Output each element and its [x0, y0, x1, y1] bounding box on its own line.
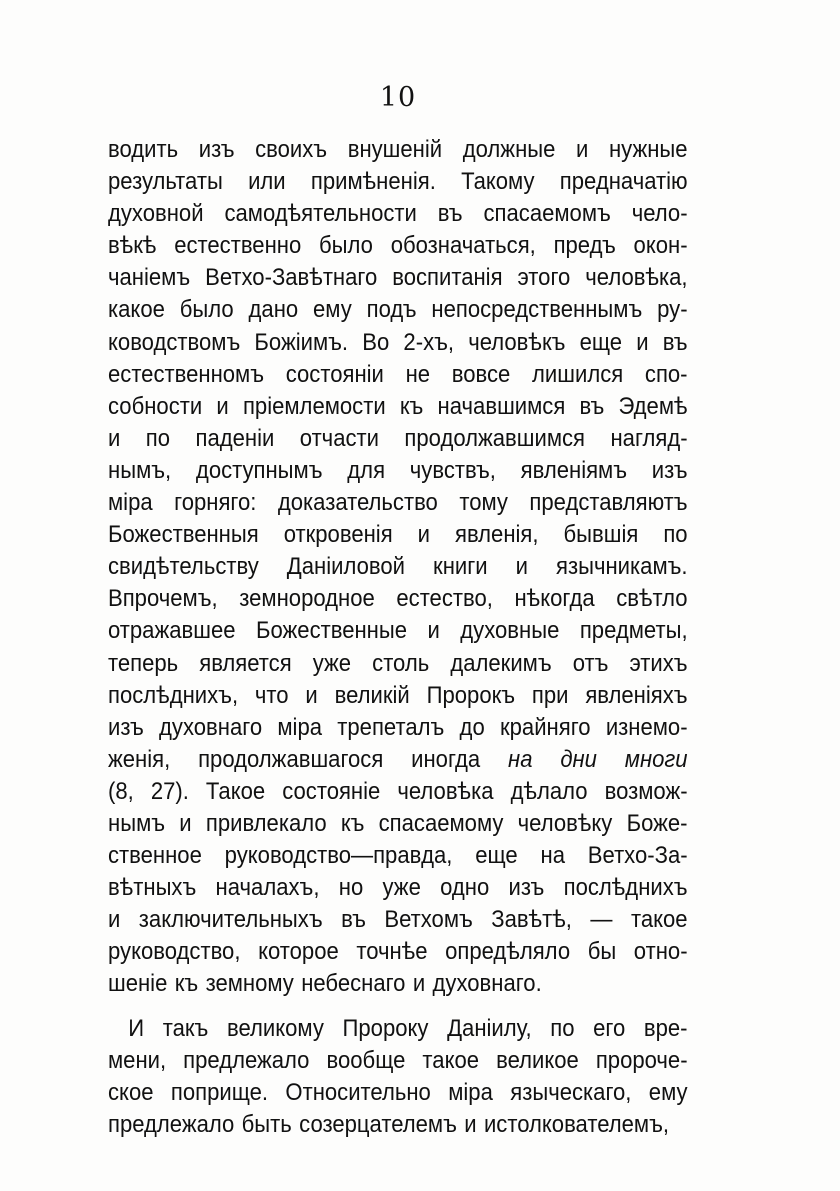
word: представляютъ: [529, 489, 688, 517]
word: уже: [382, 874, 421, 902]
word: человѣку: [517, 809, 613, 837]
word: Завѣтѣ,: [491, 906, 572, 934]
word: что: [254, 681, 289, 709]
word: въ: [579, 392, 605, 420]
word: по: [550, 1014, 575, 1042]
word: И: [128, 1014, 145, 1042]
word: и: [576, 136, 589, 163]
word: бы: [587, 938, 617, 966]
text-line: [108, 648, 688, 680]
word: истолкователемъ,: [483, 1110, 670, 1138]
word: еще: [475, 842, 518, 870]
word: трепеталъ: [337, 713, 445, 741]
word: продолжавшагося: [198, 745, 384, 773]
word: является: [199, 649, 292, 677]
word: подъ: [366, 296, 417, 324]
word: явленіямъ: [520, 456, 628, 484]
word: непосредственнымъ: [431, 296, 643, 324]
word: иногда: [411, 745, 481, 773]
word: паденіи: [195, 424, 275, 452]
text-line: [108, 391, 688, 423]
word: руководство,: [108, 938, 241, 966]
word: должные: [462, 136, 556, 163]
word: Впрочемъ,: [108, 585, 218, 613]
word: результаты: [108, 168, 223, 196]
text-line: [108, 423, 688, 455]
paragraph-gap: [108, 1001, 688, 1013]
word: нымъ: [108, 809, 166, 837]
word: такое: [630, 906, 688, 934]
word: Во: [362, 328, 390, 356]
word: и: [179, 809, 192, 837]
word: водить: [108, 136, 179, 163]
text-line: [108, 134, 688, 166]
word: такое: [422, 1046, 480, 1074]
word: теперь: [108, 649, 179, 677]
text-line: [108, 359, 688, 391]
word: пророче-: [595, 1046, 688, 1074]
word: воспитанія: [392, 264, 503, 292]
word: и: [427, 617, 440, 645]
text-line: [108, 615, 688, 647]
word: въ: [437, 200, 463, 228]
word: ру-: [657, 296, 688, 324]
word: одно: [440, 874, 490, 902]
word: изъ: [198, 136, 235, 163]
text-line: [108, 455, 688, 487]
word: крайняго: [499, 713, 591, 741]
text-line: [108, 968, 688, 1000]
text-line: [108, 1077, 688, 1109]
word: но: [338, 874, 364, 902]
word: своихъ: [255, 136, 328, 163]
word: языческаго,: [510, 1078, 632, 1106]
word: и: [412, 970, 426, 998]
word: ему: [648, 1078, 688, 1106]
word: до: [459, 713, 485, 741]
body-text: [108, 134, 688, 1141]
word: человѣка,: [585, 264, 688, 292]
word: ское: [108, 1078, 154, 1106]
word: самодѣятельности: [224, 200, 417, 228]
word: книги: [433, 553, 488, 581]
word: человѣка: [397, 777, 494, 805]
word: быть: [241, 1110, 292, 1138]
word: привлекало: [205, 809, 327, 837]
italic-word: многи: [624, 745, 688, 773]
word: и: [108, 424, 121, 452]
word: Пророкъ: [426, 681, 516, 709]
word: Даніилу,: [447, 1014, 532, 1042]
word: на: [540, 842, 565, 870]
word: горняго:: [174, 489, 257, 517]
word: отчасти: [299, 424, 379, 452]
word: великій: [334, 681, 410, 709]
text-line: [108, 904, 688, 936]
word: при: [531, 681, 569, 709]
word: вѣтныхъ: [108, 874, 197, 902]
word: вовсе: [451, 360, 511, 388]
word: и: [636, 328, 649, 356]
word: къ: [399, 392, 424, 420]
text-line: [108, 327, 688, 359]
word: поприще.: [170, 1078, 269, 1106]
word: примѣненія.: [310, 168, 436, 196]
word: дано: [248, 296, 299, 324]
text-line: [108, 680, 688, 712]
word: точнѣе: [356, 938, 428, 966]
text-line: [108, 1045, 688, 1077]
word: нагляд-: [610, 424, 688, 452]
word: свидѣтельству: [108, 553, 259, 581]
text-line: [108, 583, 688, 615]
word: Такое: [205, 777, 266, 805]
word: изъ: [508, 874, 545, 902]
word: въ: [662, 328, 688, 356]
word: столь: [372, 649, 430, 677]
word: 27).: [150, 777, 189, 805]
word: уже: [312, 649, 352, 677]
word: дѣлало: [510, 777, 588, 805]
word: естественномъ: [108, 360, 265, 388]
text-line: [108, 519, 688, 551]
text-line: [108, 776, 688, 808]
word: земному: [205, 970, 294, 998]
word: и: [417, 521, 430, 549]
word: было: [179, 296, 234, 324]
word: бывшія: [563, 521, 639, 549]
word: 2-хъ,: [403, 328, 455, 356]
word: созерцателемъ: [299, 1110, 457, 1138]
word: доступнымъ: [195, 456, 323, 484]
text-line: [108, 294, 688, 326]
word: къ: [340, 809, 365, 837]
word: и: [305, 681, 318, 709]
word: не: [405, 360, 431, 388]
word: и: [108, 906, 121, 934]
word: небеснаго: [301, 970, 406, 998]
word: и: [216, 392, 229, 420]
word: Ветхомъ: [384, 906, 473, 934]
word: или: [248, 168, 286, 196]
word: этого: [517, 264, 571, 292]
word: —: [590, 906, 613, 934]
word: предлежало: [108, 1110, 235, 1138]
word: мени,: [108, 1046, 167, 1074]
word: спо-: [644, 360, 688, 388]
word: женія,: [108, 745, 171, 773]
word: міра: [108, 489, 153, 517]
word: состояніе: [282, 777, 381, 805]
word: тому: [459, 489, 508, 517]
italic-word: на: [508, 745, 533, 773]
word: изъ: [108, 713, 144, 741]
word: какое: [108, 296, 165, 324]
word: отно-: [633, 938, 688, 966]
word: заключительныхъ: [138, 906, 323, 934]
text-line: [108, 230, 688, 262]
word: явленіяхъ: [585, 681, 688, 709]
word: великому: [226, 1014, 324, 1042]
word: явленія,: [454, 521, 539, 549]
word: опредѣляло: [445, 938, 571, 966]
word: ственное: [108, 842, 202, 870]
word: предначатію: [559, 168, 688, 196]
text-line: [108, 487, 688, 519]
word: духовнаго.: [432, 970, 542, 998]
text-line: [108, 1013, 688, 1045]
word: великое: [496, 1046, 579, 1074]
word: далекимъ: [450, 649, 552, 677]
word: естественно: [174, 232, 302, 260]
word: естество,: [396, 585, 493, 613]
word: окон-: [633, 232, 688, 260]
word: вѣкѣ: [108, 232, 157, 260]
word: его: [593, 1014, 626, 1042]
word: нымъ,: [108, 456, 172, 484]
word: міра: [448, 1078, 493, 1106]
word: ководствомъ: [108, 328, 241, 356]
text-line: [108, 1109, 688, 1141]
word: ему: [313, 296, 352, 324]
word: продолжавшимся: [404, 424, 586, 452]
word: послѣднихъ,: [108, 681, 239, 709]
word: отражавшее: [108, 617, 236, 645]
word: по: [663, 521, 688, 549]
text-line: [108, 712, 688, 744]
word: въ: [341, 906, 366, 934]
word: возмож-: [604, 777, 688, 805]
word: лишился: [532, 360, 624, 388]
word: состояніи: [285, 360, 384, 388]
word: собности: [108, 392, 203, 420]
word: Боже-: [626, 809, 688, 837]
page-number: 10: [379, 82, 417, 113]
text-line: [108, 840, 688, 872]
word: было: [319, 232, 373, 260]
word: язычникамъ.: [556, 553, 688, 581]
text-line: [108, 198, 688, 230]
text-line: [108, 936, 688, 968]
word: спасаемомъ: [483, 200, 611, 228]
word: послѣднихъ: [563, 874, 688, 902]
word: чаніемъ: [108, 264, 191, 292]
word: внушеній: [347, 136, 443, 163]
word: начавшимся: [437, 392, 566, 420]
text-line: [108, 262, 688, 294]
word: свѣтло: [616, 585, 688, 613]
word: изъ: [651, 456, 688, 484]
text-line: [108, 551, 688, 583]
text-line: [108, 808, 688, 840]
text-line: [108, 744, 688, 776]
word: Ветхо-Завѣтнаго: [205, 264, 378, 292]
word: и: [515, 553, 528, 581]
word: Даніиловой: [286, 553, 405, 581]
word: Божественные: [255, 617, 408, 645]
word: (8,: [108, 777, 134, 805]
word: духовные: [460, 617, 560, 645]
word: и: [464, 1110, 477, 1138]
word: для: [347, 456, 386, 484]
word: которое: [258, 938, 339, 966]
word: вообще: [326, 1046, 406, 1074]
word: доказательство: [277, 489, 438, 517]
word: обозначаться,: [390, 232, 536, 260]
word: земнородное: [239, 585, 375, 613]
word: этихъ: [629, 649, 688, 677]
word: къ: [174, 970, 199, 998]
word: Относительно: [285, 1078, 431, 1106]
word: вре-: [643, 1014, 688, 1042]
word: міра: [277, 713, 323, 741]
word: человѣкъ: [468, 328, 566, 356]
word: Божіимъ.: [254, 328, 349, 356]
word: спасаемому: [378, 809, 504, 837]
word: откровенія: [283, 521, 393, 549]
word: Божественныя: [108, 521, 259, 549]
word: по: [145, 424, 171, 452]
word: нужные: [608, 136, 688, 163]
word: шеніе: [108, 970, 168, 998]
word: нѣкогда: [514, 585, 595, 613]
text-line: [108, 166, 688, 198]
word: изнемо-: [605, 713, 688, 741]
word: началахъ,: [215, 874, 320, 902]
word: отъ: [572, 649, 609, 677]
word: духовнаго: [159, 713, 263, 741]
word: Такому: [461, 168, 535, 196]
word: чело-: [631, 200, 688, 228]
italic-word: дни: [560, 745, 597, 773]
word: руководство—правда,: [224, 842, 453, 870]
word: Эдемѣ: [618, 392, 688, 420]
word: духовной: [108, 200, 204, 228]
word: предметы,: [579, 617, 688, 645]
word: такъ: [162, 1014, 209, 1042]
word: предъ: [553, 232, 616, 260]
word: пріемлемости: [242, 392, 386, 420]
text-line: [108, 872, 688, 904]
word: еще: [579, 328, 623, 356]
word: Ветхо-За-: [587, 842, 688, 870]
word: Пророку: [342, 1014, 429, 1042]
word: чувствъ,: [409, 456, 496, 484]
word: предлежало: [183, 1046, 310, 1074]
